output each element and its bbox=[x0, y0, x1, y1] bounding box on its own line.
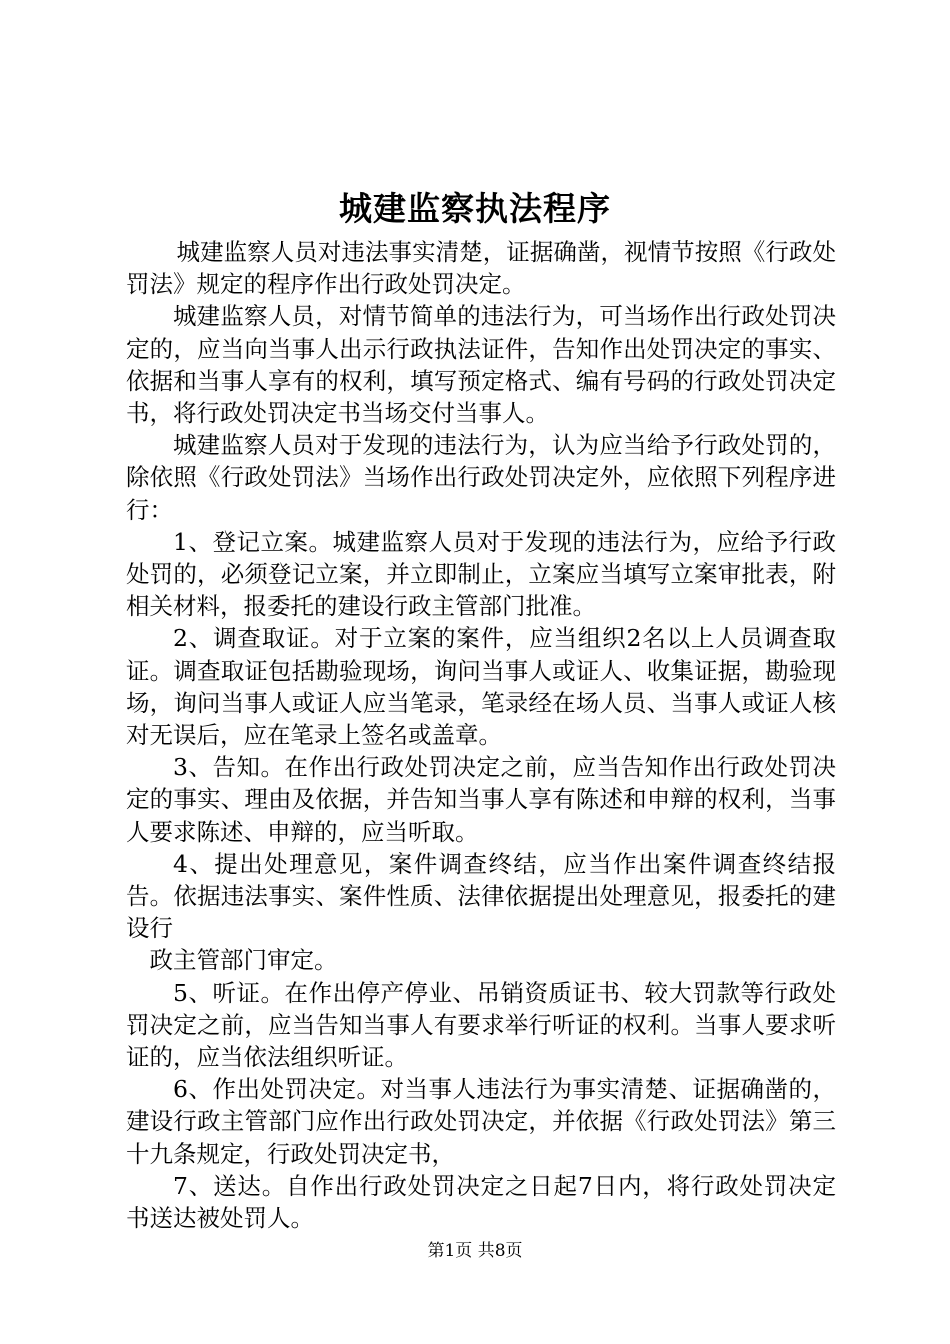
paragraph-step-2-investigation: 2、调查取证。对于立案的案件，应当组织2名以上人员调查取证。调查取证包括勘验现场，询问当事人或证人、收集证据，勘验现场，询问当事人或证人应当笔录，笔录经在场人员、当事人或证人核对无误后，应在笔录上签名或盖章。 bbox=[126, 624, 836, 750]
paragraph-step-4-continued: 政主管部门审定。 bbox=[149, 946, 338, 975]
paragraph-step-7-delivery: 7、送达。自作出行政处罚决定之日起7日内，将行政处罚决定书送达被处罚人。 bbox=[126, 1171, 836, 1233]
paragraph-intro: 城建监察人员对违法事实清楚，证据确凿，视情节按照《行政处罚法》规定的程序作出行政处罚决定。 bbox=[126, 238, 836, 299]
paragraph-step-3-notification: 3、告知。在作出行政处罚决定之前，应当告知作出行政处罚决定的事实、理由及依据，并告知当事人享有陈述和申辩的权利，当事人要求陈述、申辩的，应当听取。 bbox=[126, 753, 836, 846]
page-number-footer: 第1页 共8页 bbox=[427, 1241, 523, 1261]
paragraph-general-procedure: 城建监察人员对于发现的违法行为，认为应当给予行政处罚的，除依照《行政处罚法》当场作出行政处罚决定外，应依照下列程序进行： bbox=[126, 431, 836, 524]
paragraph-step-4-opinion: 4、提出处理意见，案件调查终结，应当作出案件调查终结报告。依据违法事实、案件性质、法律依据提出处理意见，报委托的建设行 bbox=[126, 849, 836, 943]
document-title: 城建监察执法程序 bbox=[339, 189, 611, 228]
paragraph-step-1-registration: 1、登记立案。城建监察人员对于发现的违法行为，应给予行政处罚的，必须登记立案，并立即制止，立案应当填写立案审批表，附相关材料，报委托的建设行政主管部门批准。 bbox=[126, 527, 836, 621]
paragraph-step-5-hearing: 5、听证。在作出停产停业、吊销资质证书、较大罚款等行政处罚决定之前，应当告知当事人有要求举行听证的权利。当事人要求听证的，应当依法组织听证。 bbox=[126, 978, 836, 1072]
paragraph-step-6-decision: 6、作出处罚决定。对当事人违法行为事实清楚、证据确凿的，建设行政主管部门应作出行政处罚决定，并依据《行政处罚法》第三十九条规定，行政处罚决定书， bbox=[126, 1075, 836, 1168]
paragraph-on-site-penalty: 城建监察人员，对情节简单的违法行为，可当场作出行政处罚决定的，应当向当事人出示行政执法证件，告知作出处罚决定的事实、依据和当事人享有的权利，填写预定格式、编有号码的行政处罚决定书，将行政处罚决定书当场交付当事人。 bbox=[126, 302, 836, 428]
document-body bbox=[126, 236, 836, 1234]
